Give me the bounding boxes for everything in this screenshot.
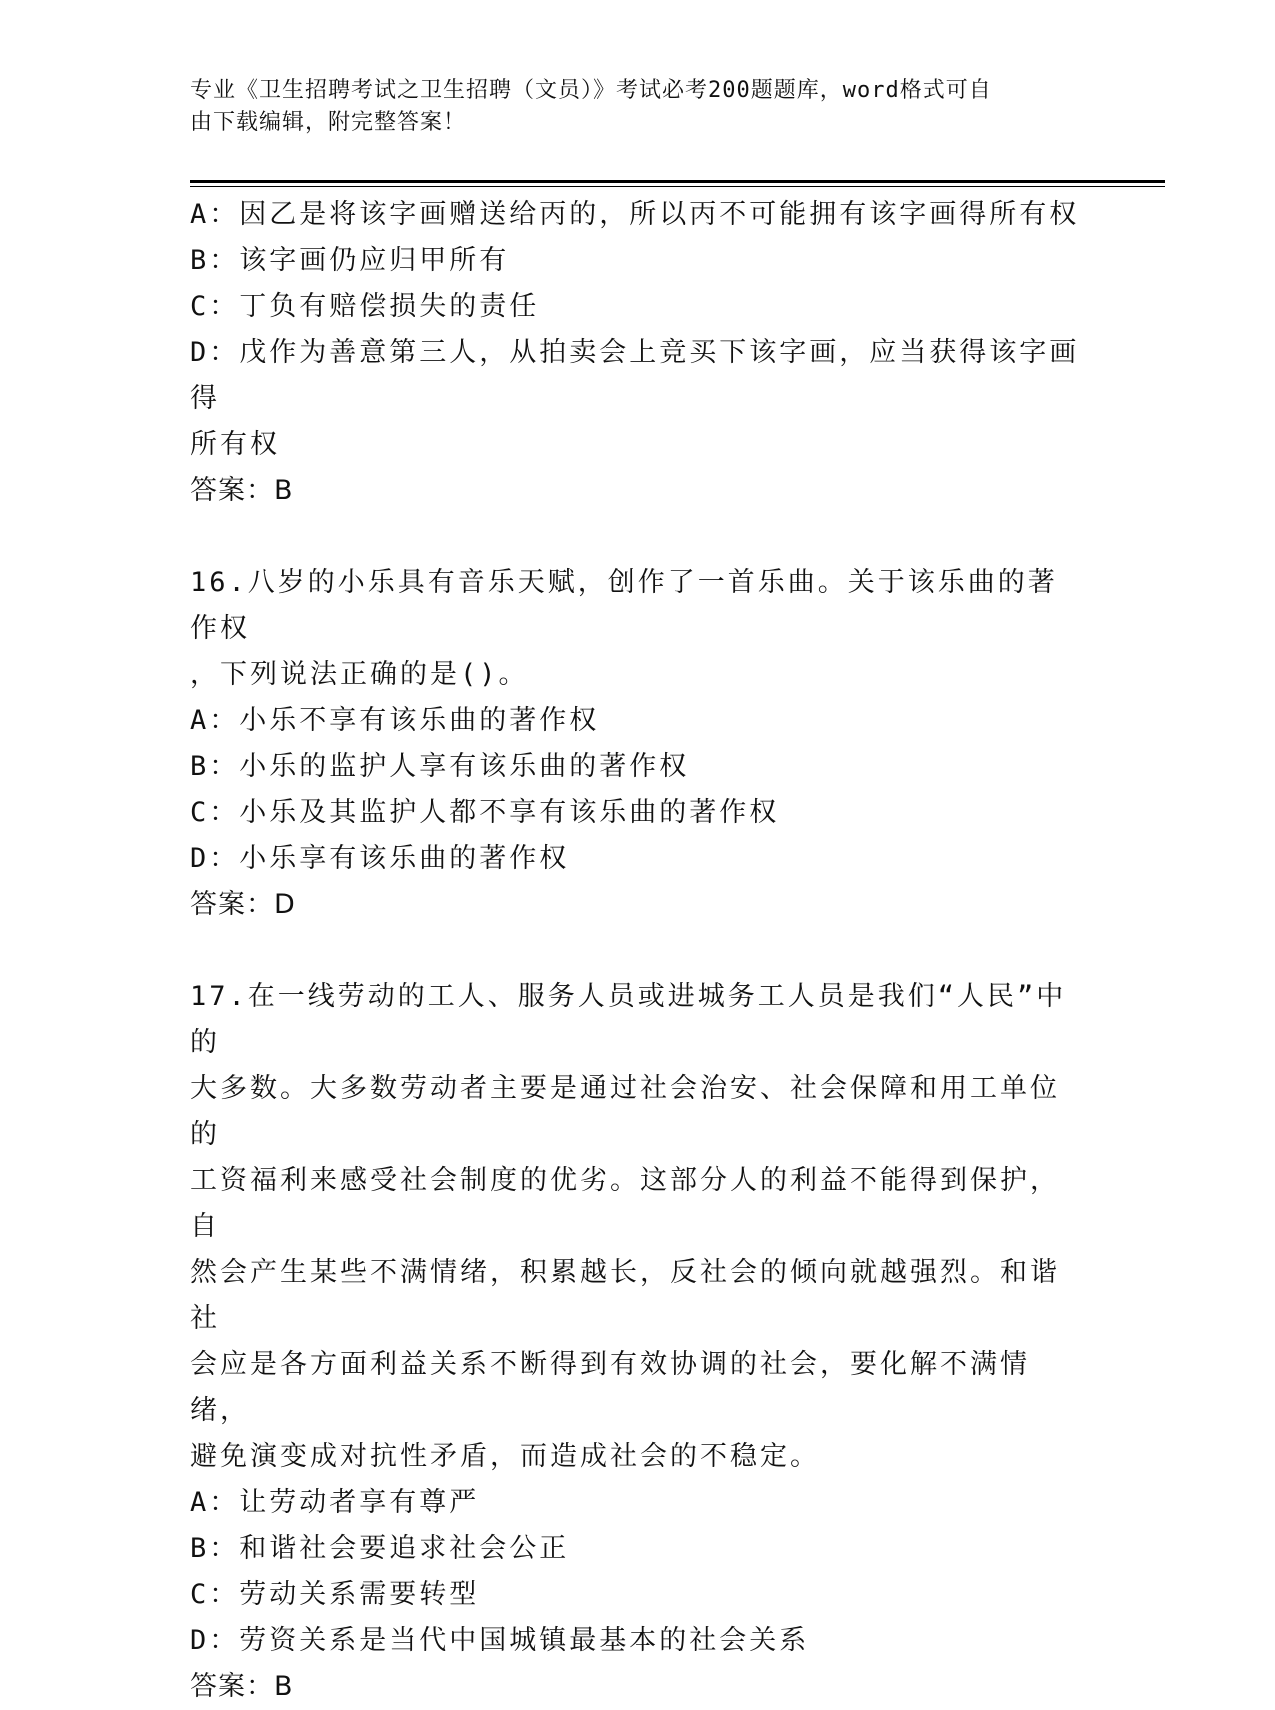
header-line-1: 专业《卫生招聘考试之卫生招聘（文员）》考试必考200题题库，word格式可自 xyxy=(190,78,992,103)
question-15-tail xyxy=(190,192,1085,514)
question-17 xyxy=(190,974,1085,1710)
document-header xyxy=(190,75,1090,139)
q15-option-d-line-2: 所有权 xyxy=(190,429,280,460)
q15-option-a: A：因乙是将该字画赠送给丙的，所以丙不可能拥有该字画得所有权 xyxy=(190,199,1080,230)
q16-stem-line-1: 16.八岁的小乐具有音乐天赋，创作了一首乐曲。关于该乐曲的著作权 xyxy=(190,567,1058,644)
header-divider-thin xyxy=(190,186,1165,187)
q17-option-d: D：劳资关系是当代中国城镇最基本的社会关系 xyxy=(190,1625,810,1656)
q16-option-a: A：小乐不享有该乐曲的著作权 xyxy=(190,705,600,736)
q15-option-d-line-1: D：戊作为善意第三人，从拍卖会上竞买下该字画，应当获得该字画得 xyxy=(190,337,1080,414)
q17-option-c: C：劳动关系需要转型 xyxy=(190,1579,480,1610)
question-spacer xyxy=(190,514,1085,560)
q17-option-a: A：让劳动者享有尊严 xyxy=(190,1487,480,1518)
q17-stem-line-6: 避免演变成对抗性矛盾，而造成社会的不稳定。 xyxy=(190,1441,820,1472)
q16-option-b: B：小乐的监护人享有该乐曲的著作权 xyxy=(190,751,690,782)
q16-stem-line-2: ，下列说法正确的是()。 xyxy=(190,659,529,690)
q17-option-b: B：和谐社会要追求社会公正 xyxy=(190,1533,570,1564)
q15-option-c: C：丁负有赔偿损失的责任 xyxy=(190,291,540,322)
question-content xyxy=(190,192,1085,1710)
q16-answer: 答案：D xyxy=(190,889,296,920)
q16-option-c: C：小乐及其监护人都不享有该乐曲的著作权 xyxy=(190,797,780,828)
q17-stem-line-1: 17.在一线劳动的工人、服务人员或进城务工人员是我们“人民”中的 xyxy=(190,981,1067,1058)
q17-stem-line-2: 大多数。大多数劳动者主要是通过社会治安、社会保障和用工单位的 xyxy=(190,1073,1060,1150)
q15-answer: 答案：B xyxy=(190,475,294,506)
header-line-2: 由下载编辑，附完整答案！ xyxy=(190,110,467,135)
header-divider-thick xyxy=(190,180,1165,183)
q16-option-d: D：小乐享有该乐曲的著作权 xyxy=(190,843,570,874)
q17-answer: 答案：B xyxy=(190,1671,294,1702)
question-16 xyxy=(190,560,1085,928)
q17-stem-line-5: 会应是各方面利益关系不断得到有效协调的社会，要化解不满情绪， xyxy=(190,1349,1030,1426)
q17-stem-line-3: 工资福利来感受社会制度的优劣。这部分人的利益不能得到保护，自 xyxy=(190,1165,1060,1242)
q17-stem-line-4: 然会产生某些不满情绪，积累越长，反社会的倾向就越强烈。和谐社 xyxy=(190,1257,1060,1334)
question-spacer xyxy=(190,928,1085,974)
q15-option-b: B：该字画仍应归甲所有 xyxy=(190,245,510,276)
